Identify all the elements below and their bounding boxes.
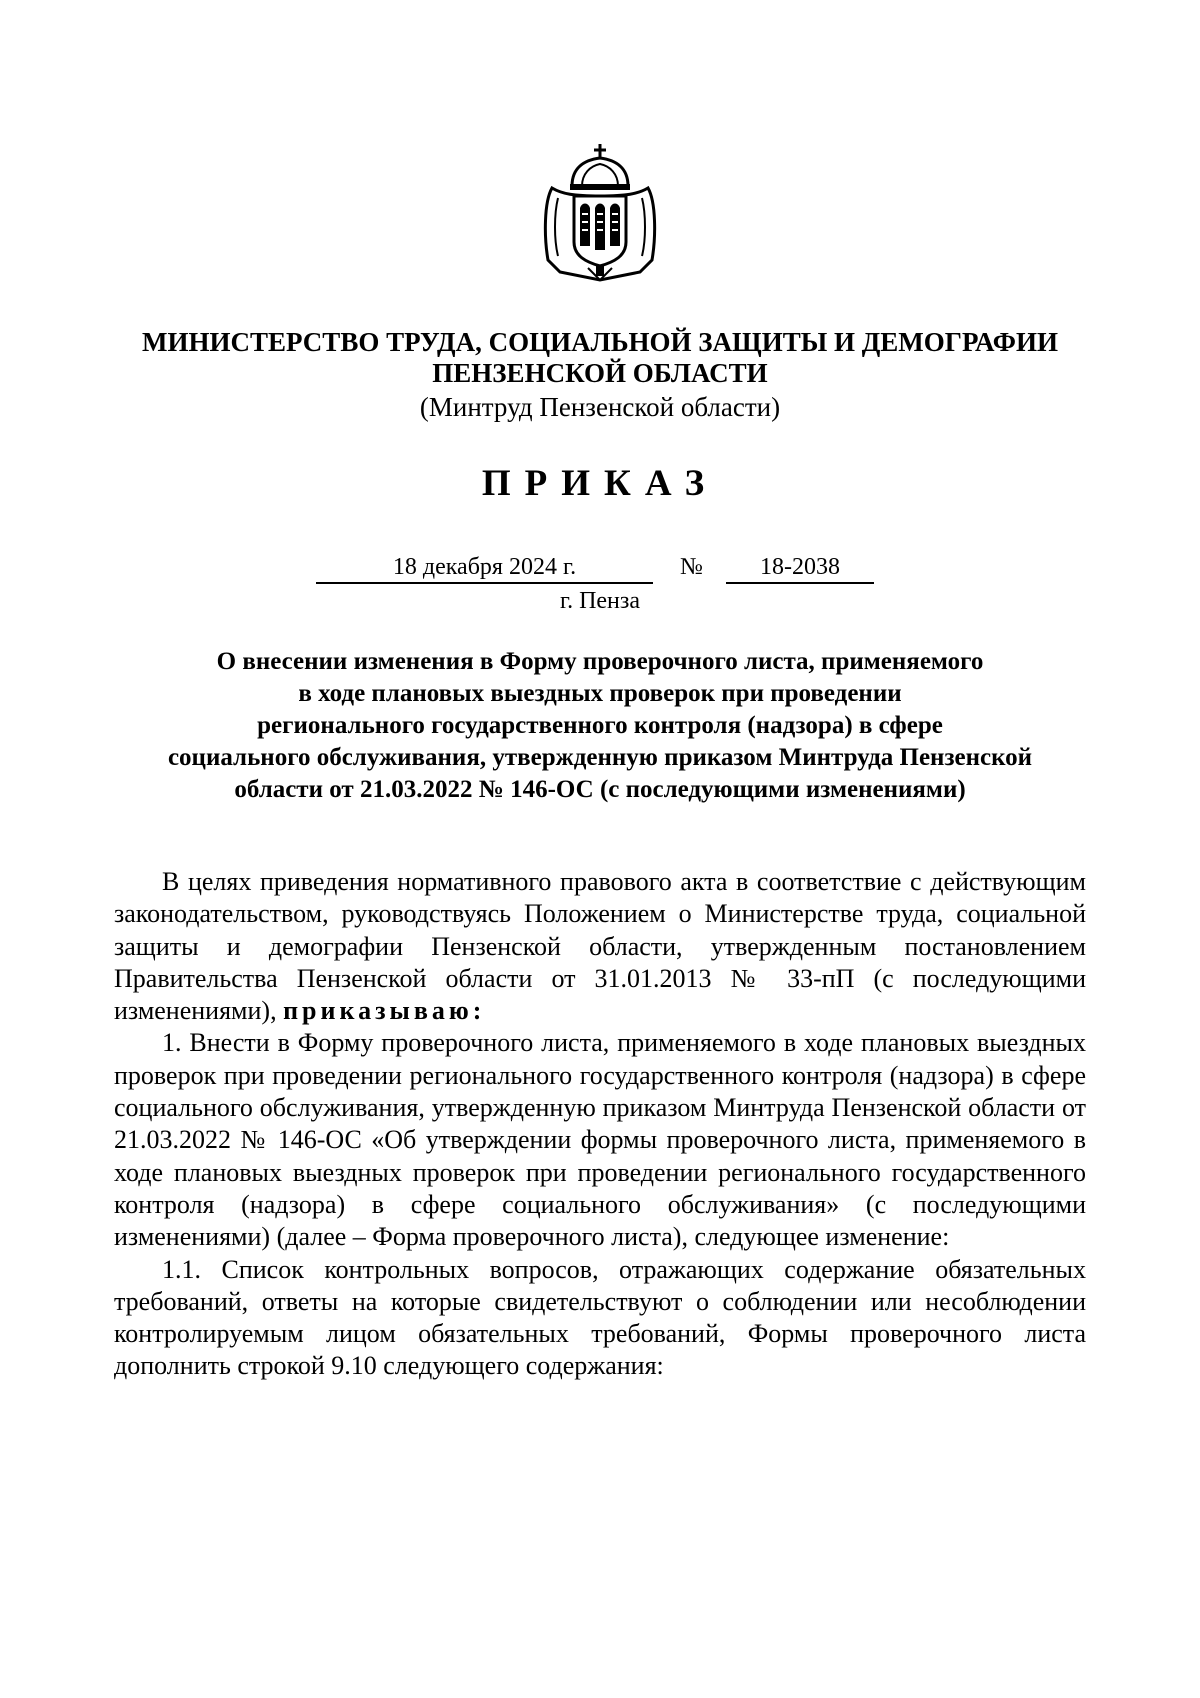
preamble-paragraph: [114, 866, 1086, 1027]
coat-of-arms-icon: [538, 142, 662, 282]
document-title: ПРИКАЗ: [481, 463, 719, 504]
number-sign: №: [680, 554, 703, 580]
subject-line: О внесении изменения в Форму проверочного листа, применяемого: [216, 648, 984, 675]
subject-line: в ходе плановых выездных проверок при проведении: [298, 680, 902, 707]
document-date: 18 декабря 2024 г.: [316, 553, 653, 584]
subject-line: области от 21.03.2022 № 146-ОС (с последующими изменениями): [234, 776, 966, 803]
subject-line: регионального государственного контроля (надзора) в сфере: [257, 712, 943, 739]
subject-line: социального обслуживания, утвержденную приказом Минтруда Пензенской: [167, 744, 1033, 771]
ministry-name-line1: МИНИСТЕРСТВО ТРУДА, СОЦИАЛЬНОЙ ЗАЩИТЫ И ДЕМОГРАФИИ: [141, 327, 1058, 357]
document-number: 18-2038: [726, 553, 874, 584]
order-word: приказываю:: [283, 996, 486, 1026]
item-1-1-paragraph: 1.1. Список контрольных вопросов, отражающих содержание обязательных требований, ответы на которые свидетельствуют о соблюдении или несоблюдении контролируемым лицом обязательных требований, Формы проверочного листа дополнить строкой 9.10 следующего содержания:: [114, 1254, 1086, 1381]
item-1-paragraph: 1. Внести в Форму проверочного листа, применяемого в ходе плановых выездных проверок при проведении регионального государственного контроля (надзора) в сфере социального обслуживания, утвержденную приказом Минтруда Пензенской области от 21.03.2022 № 146-ОС «Об утверждении формы проверочного листа, применяемого в ходе плановых выездных проверок при проведении регионального государственного контроля (надзора) в сфере социального обслуживания» (с последующими изменениями) (далее – Форма проверочного листа), следующее изменение:: [114, 1028, 1086, 1252]
document-subject: [100, 646, 1100, 806]
document-city: г. Пенза: [559, 588, 641, 614]
ministry-short-name: (Минтруд Пензенской области): [419, 392, 781, 422]
preamble-text: В целях приведения нормативного правового акта в соответствие с действующим законодательством, руководствуясь Положением о Министерстве труда, социальной защиты и демографии Пензенской области, утвержденным постановлением Правительства Пензенской области от 31.01.2013 № 33-пП (с последующими изменениями),: [114, 867, 1086, 1026]
ministry-name-line2: ПЕНЗЕНСКОЙ ОБЛАСТИ: [432, 358, 768, 388]
document-body: [114, 866, 1086, 1383]
